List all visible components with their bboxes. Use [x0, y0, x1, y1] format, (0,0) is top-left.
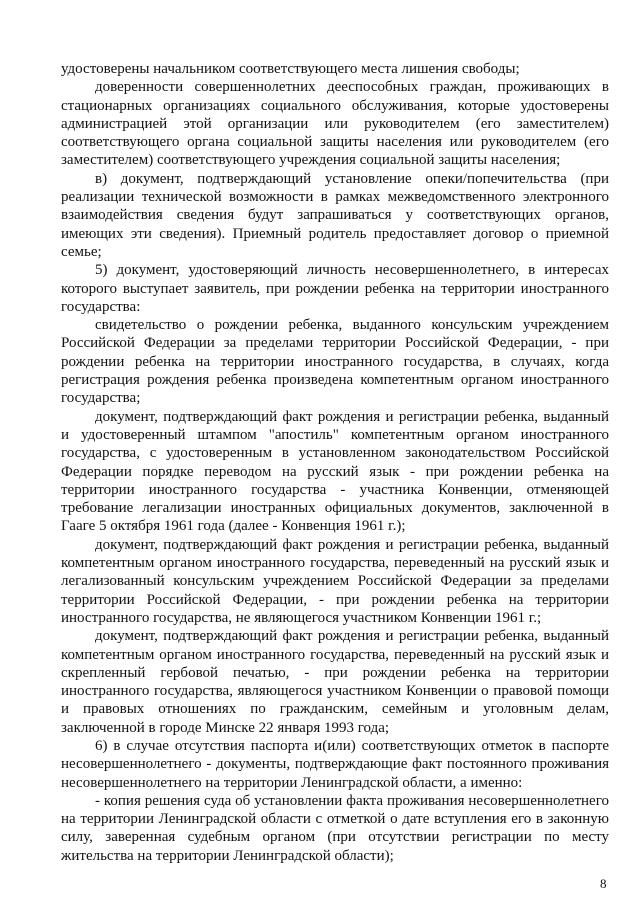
- paragraph-7: документ, подтверждающий факт рождения и регистрации ребенка, выданный компетентным органом иностранного государства, переведенный на русский язык и легализованный консульским учреждением Российской Федерации за пределами территории Российской Федерации, - при рождении ребенка на территории иностранного государства, не являющегося участником Конвенции 1961 г.;: [61, 536, 609, 626]
- paragraph-5: свидетельство о рождении ребенка, выданного консульским учреждением Российской Федерации за пределами территории Российской Федерации, - при рождении ребенка на территории иностранного государства, в случаях, когда регистрация рождения ребенка произведена компетентным органом иностранного государства;: [61, 317, 609, 407]
- paragraph-2: доверенности совершеннолетних дееспособных граждан, проживающих в стационарных организациях социального обслуживания, которые удостоверены администрацией этой организации или руководителем (его заместителем) соответствующего органа социальной защиты населения или руководителем (его заместителем) соответствующего учреждения социальной защиты населения;: [61, 79, 609, 169]
- paragraph-3: в) документ, подтверждающий установление опеки/попечительства (при реализации технической возможности в рамках межведомственного электронного взаимодействия сведения будут запрашиваться у соответствующих органов, имеющих эти сведения). Приемный родитель предоставляет договор о приемной семье;: [61, 170, 609, 260]
- paragraph-9: 6) в случае отсутствия паспорта и(или) соответствующих отметок в паспорте несовершеннолетнего - документы, подтверждающие факт постоянного проживания несовершеннолетнего на территории Ленинградской области, а именно:: [61, 737, 609, 791]
- page-number: 8: [600, 876, 607, 891]
- paragraph-8: документ, подтверждающий факт рождения и регистрации ребенка, выданный компетентным органом иностранного государства, переведенный на русский язык и скрепленный гербовой печатью, - при рождении ребенка на территории иностранного государства, являющегося участником Конвенции о правовой помощи и правовых отношениях по гражданским, семейным и уголовным делам, заключенной в городе Минске 22 января 1993 года;: [61, 628, 609, 736]
- paragraph-1: удостоверены начальником соответствующего места лишения свободы;: [61, 61, 520, 77]
- paragraph-10: - копия решения суда об установлении факта проживания несовершеннолетнего на территории Ленинградской области с отметкой о дате вступления его в законную силу, заверенная судебным органом (при отсутствии регистрации по месту жительства на территории Ленинградской области);: [61, 792, 609, 864]
- paragraph-4: 5) документ, удостоверяющий личность несовершеннолетнего, в интересах которого выступает заявитель, при рождении ребенка на территории иностранного государства:: [61, 262, 609, 315]
- paragraph-6: документ, подтверждающий факт рождения и регистрации ребенка, выданный и удостоверенный штампом "апостиль" компетентным органом иностранного государства, с удостоверенным в установленном законодательством Российской Федерации порядке переводом на русский язык - при рождении ребенка на территории иностранного государства - участника Конвенции, отменяющей требование легализации иностранных официальных документов, заключенной в Гааге 5 октября 1961 года (далее - Конвенция 1961 г.);: [61, 408, 609, 535]
- document-page: [61, 60, 609, 865]
